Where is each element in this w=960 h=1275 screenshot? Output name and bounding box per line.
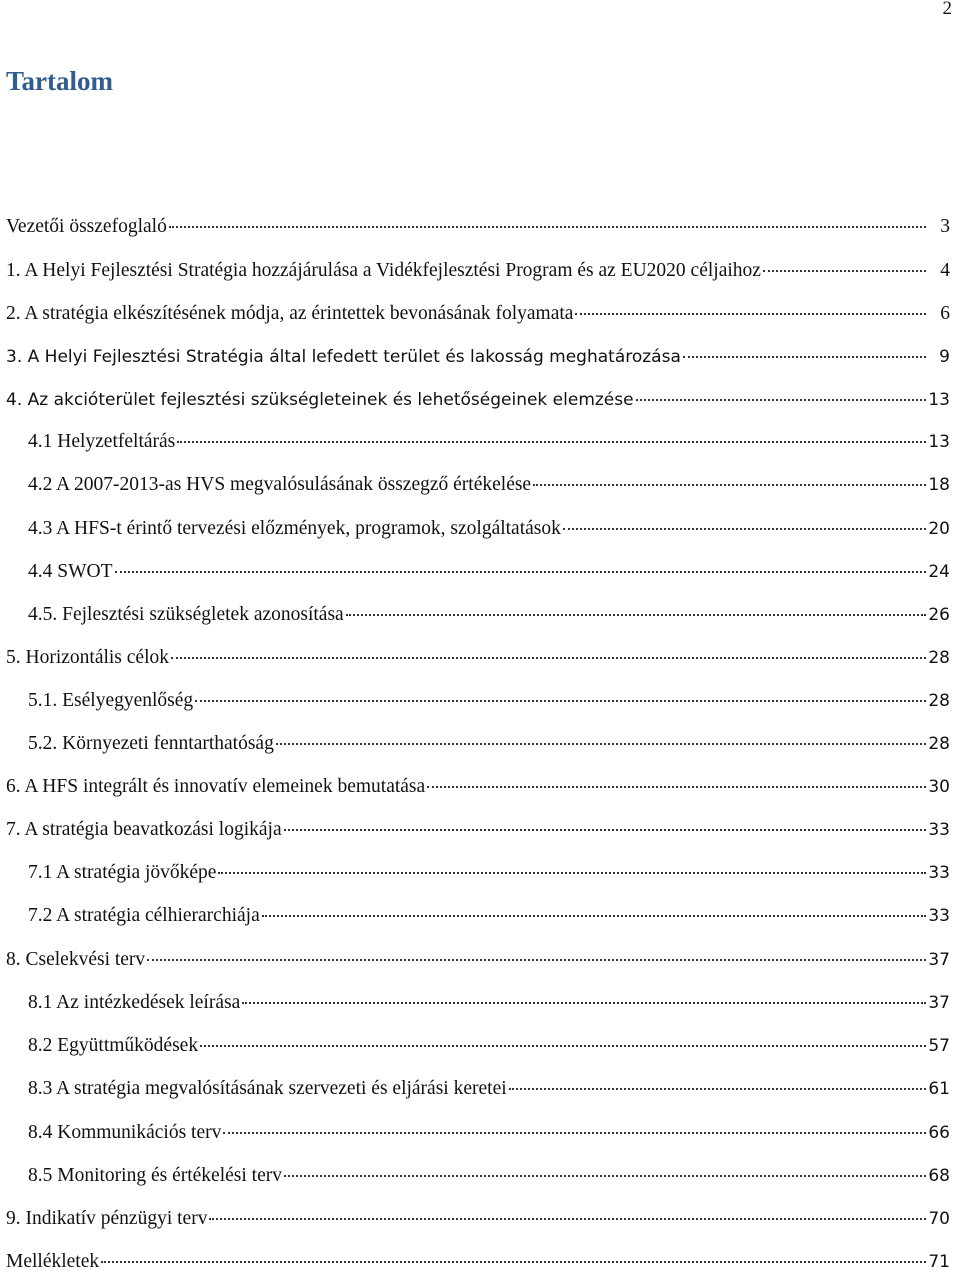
toc-entry[interactable] bbox=[0, 688, 950, 714]
dot-leader bbox=[427, 786, 926, 788]
dot-leader bbox=[171, 657, 926, 659]
dot-leader bbox=[763, 270, 926, 272]
toc-entry-label: 9. Indikatív pénzügyi terv bbox=[6, 1208, 208, 1229]
toc-entry-label: 7. A stratégia beavatkozási logikája bbox=[6, 819, 282, 840]
toc-entry[interactable] bbox=[0, 731, 950, 757]
toc-entry-page: 61 bbox=[928, 1079, 950, 1099]
toc-entry-label: 4.3 A HFS-t érintő tervezési előzmények, programok, szolgáltatások bbox=[28, 518, 561, 539]
dot-leader bbox=[101, 1261, 926, 1263]
toc-entry-label: 8. Cselekvési terv bbox=[6, 949, 146, 970]
toc-entry-label: 7.2 A stratégia célhierarchiája bbox=[28, 905, 260, 926]
toc-entry-page: 13 bbox=[928, 432, 950, 452]
toc-entry-label: 8.3 A stratégia megvalósításának szervezeti és eljárási keretei bbox=[28, 1078, 507, 1099]
toc-entry[interactable] bbox=[0, 387, 950, 413]
toc-entry-page: 57 bbox=[928, 1036, 950, 1056]
toc-title: Tartalom bbox=[6, 66, 113, 96]
toc-entry[interactable] bbox=[0, 774, 950, 800]
dot-leader bbox=[284, 829, 926, 831]
toc-entry-label: 7.1 A stratégia jövőképe bbox=[28, 862, 217, 883]
toc-entry-label: 2. A stratégia elkészítésének módja, az érintettek bevonásának folyamata bbox=[6, 303, 574, 324]
toc-entry-page: 26 bbox=[928, 605, 950, 625]
toc-entry[interactable] bbox=[0, 947, 950, 973]
toc-entry[interactable] bbox=[0, 559, 950, 585]
toc-entry-page: 18 bbox=[928, 475, 950, 495]
dot-leader bbox=[636, 399, 926, 401]
toc-entry[interactable] bbox=[0, 1076, 950, 1102]
dot-leader bbox=[533, 484, 926, 486]
page-number: 2 bbox=[942, 0, 952, 19]
toc-entry-label: 5.2. Környezeti fenntarthatóság bbox=[28, 733, 274, 754]
toc-entry-page: 24 bbox=[928, 562, 950, 582]
toc-entry-page: 71 bbox=[928, 1252, 950, 1272]
toc-entry-page: 37 bbox=[928, 993, 950, 1013]
toc-entry[interactable] bbox=[0, 472, 950, 498]
dot-leader bbox=[509, 1088, 926, 1090]
toc-entry-page: 33 bbox=[928, 906, 950, 926]
toc-entry-label: 4.1 Helyzetfeltárás bbox=[28, 431, 176, 452]
toc-entry[interactable] bbox=[0, 903, 950, 929]
toc-entry-page: 30 bbox=[928, 777, 950, 797]
dot-leader bbox=[575, 313, 926, 315]
toc-entry[interactable] bbox=[0, 214, 950, 240]
dot-leader bbox=[147, 959, 926, 961]
dot-leader bbox=[195, 700, 926, 702]
dot-leader bbox=[683, 356, 926, 358]
toc-entry[interactable] bbox=[0, 1249, 950, 1275]
toc-entry-page: 28 bbox=[928, 648, 950, 668]
toc-entry[interactable] bbox=[0, 817, 950, 843]
dot-leader bbox=[218, 872, 926, 874]
toc-entry-label: 8.1 Az intézkedések leírása bbox=[28, 992, 241, 1013]
toc-entry[interactable] bbox=[0, 301, 950, 327]
toc-entry[interactable] bbox=[0, 602, 950, 628]
toc-entry-label: 4.4 SWOT bbox=[28, 561, 113, 582]
toc-entry-label: 3. A Helyi Fejlesztési Stratégia által lefedett terület és lakosság meghatározása bbox=[6, 347, 681, 367]
toc-entry-label: 4. Az akcióterület fejlesztési szükségleteinek és lehetőségeinek elemzése bbox=[6, 390, 634, 410]
toc-entry[interactable] bbox=[0, 990, 950, 1016]
toc-entry-label: Vezetői összefoglaló bbox=[6, 216, 167, 237]
toc-entry-label: 6. A HFS integrált és innovatív elemeinek bemutatása bbox=[6, 776, 426, 797]
toc-entry-page: 3 bbox=[940, 216, 950, 237]
dot-leader bbox=[169, 226, 926, 228]
dot-leader bbox=[284, 1175, 926, 1177]
dot-leader bbox=[209, 1218, 926, 1220]
dot-leader bbox=[200, 1045, 926, 1047]
toc-entry[interactable] bbox=[0, 344, 950, 370]
toc-entry[interactable] bbox=[0, 429, 950, 455]
toc-entry-page: 33 bbox=[928, 820, 950, 840]
toc-entry-page: 66 bbox=[928, 1123, 950, 1143]
toc-entry-page: 20 bbox=[928, 519, 950, 539]
dot-leader bbox=[262, 915, 926, 917]
toc-entry-page: 6 bbox=[940, 303, 950, 324]
dot-leader bbox=[223, 1132, 926, 1134]
dot-leader bbox=[242, 1002, 926, 1004]
toc-entry-page: 13 bbox=[928, 390, 950, 410]
toc-entry[interactable] bbox=[0, 516, 950, 542]
toc-entry-label: Mellékletek bbox=[6, 1251, 100, 1272]
toc-entry[interactable] bbox=[0, 258, 950, 284]
toc-entry-page: 33 bbox=[928, 863, 950, 883]
toc-entry-page: 68 bbox=[928, 1166, 950, 1186]
toc-entry-page: 70 bbox=[928, 1209, 950, 1229]
toc-entry-label: 4.5. Fejlesztési szükségletek azonosítása bbox=[28, 604, 344, 625]
toc-entry[interactable] bbox=[0, 1120, 950, 1146]
toc-entry[interactable] bbox=[0, 860, 950, 886]
toc-entry-page: 37 bbox=[928, 950, 950, 970]
toc-entry-label: 8.5 Monitoring és értékelési terv bbox=[28, 1165, 282, 1186]
dot-leader bbox=[563, 528, 926, 530]
toc-entry-label: 5.1. Esélyegyenlőség bbox=[28, 690, 194, 711]
dot-leader bbox=[346, 614, 926, 616]
toc-entry[interactable] bbox=[0, 1033, 950, 1059]
toc-entry-label: 8.2 Együttműködések bbox=[28, 1035, 199, 1056]
toc-entry-label: 8.4 Kommunikációs terv bbox=[28, 1122, 222, 1143]
toc-entry-label: 5. Horizontális célok bbox=[6, 647, 169, 668]
toc-entry[interactable] bbox=[0, 1206, 950, 1232]
toc-entry-page: 9 bbox=[939, 347, 950, 367]
dot-leader bbox=[177, 441, 926, 443]
toc-entry-page: 28 bbox=[928, 691, 950, 711]
toc-entry[interactable] bbox=[0, 1163, 950, 1189]
toc-entry-label: 4.2 A 2007-2013-as HVS megvalósulásának összegző értékelése bbox=[28, 474, 532, 495]
toc-entry-page: 28 bbox=[928, 734, 950, 754]
toc-entry[interactable] bbox=[0, 645, 950, 671]
toc-entry-label: 1. A Helyi Fejlesztési Stratégia hozzájárulása a Vidékfejlesztési Program és az EU2020 céljaihoz bbox=[6, 260, 761, 281]
dot-leader bbox=[276, 743, 926, 745]
toc-entry-page: 4 bbox=[940, 260, 950, 281]
dot-leader bbox=[115, 571, 927, 573]
